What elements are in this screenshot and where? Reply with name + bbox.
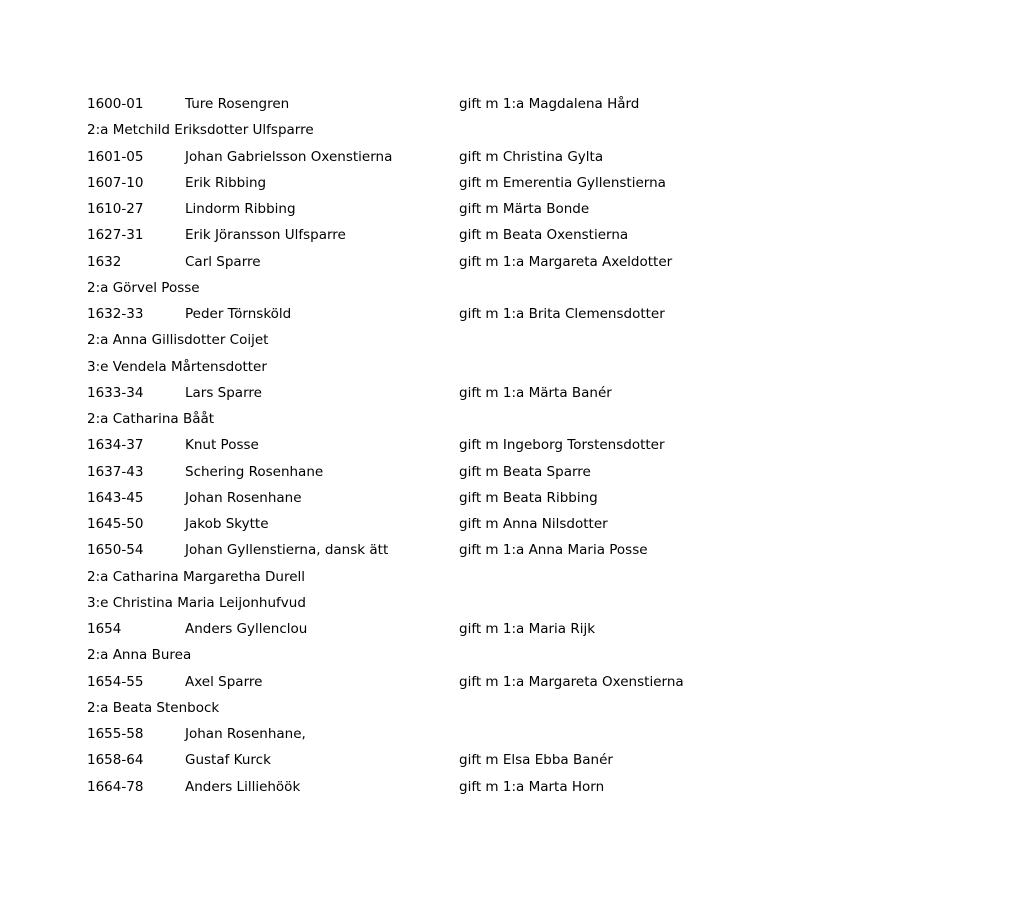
entry-years: 1632-33: [87, 306, 144, 322]
entry-marriage: gift m Märta Bonde: [459, 201, 590, 217]
entry-row: [87, 721, 967, 747]
entry-row: [87, 616, 967, 642]
entry-row: [87, 747, 967, 773]
entry-row: [87, 459, 967, 485]
entry-marriage: gift m 1:a Märta Banér: [459, 384, 612, 401]
continuation-row: [87, 354, 967, 380]
entry-name: Jakob Skytte: [185, 516, 269, 532]
entry-marriage: gift m 1:a Marta Horn: [459, 778, 605, 795]
entry-name: Johan Rosenhane,: [185, 726, 306, 742]
entry-name: Schering Rosenhane: [185, 463, 324, 480]
entry-marriage: gift m 1:a Maria Rijk: [459, 621, 596, 637]
entry-row: [87, 537, 967, 563]
entry-years: 1658-64: [87, 752, 144, 769]
entry-marriage: gift m Beata Ribbing: [459, 489, 598, 506]
entry-row: [87, 196, 967, 222]
entry-row: [87, 249, 967, 275]
entry-name: Johan Gyllenstierna, dansk ätt: [185, 542, 389, 559]
continuation-text: 2:a Catharina Margaretha Durell: [87, 568, 306, 585]
entry-marriage: gift m 1:a Margareta Axeldotter: [459, 253, 673, 270]
entry-years: 1654-55: [87, 673, 144, 690]
entry-marriage: gift m Ingeborg Torstensdotter: [459, 437, 665, 454]
entry-name: Anders Lilliehöök: [185, 778, 301, 795]
entry-name: Erik Ribbing: [185, 174, 267, 191]
entry-years: 1664-78: [87, 778, 144, 795]
entry-row: [87, 669, 967, 695]
entry-name: Knut Posse: [185, 437, 259, 454]
entry-name: Johan Gabrielsson Oxenstierna: [185, 148, 393, 165]
entry-name: Erik Jöransson Ulfsparre: [185, 227, 346, 244]
entry-row: [87, 485, 967, 511]
entry-row: [87, 222, 967, 248]
entry-marriage: gift m Emerentia Gyllenstierna: [459, 174, 666, 191]
continuation-row: [87, 590, 967, 616]
entry-years: 1633-34: [87, 384, 144, 401]
entry-years: 1607-10: [87, 174, 144, 191]
entry-marriage: gift m 1:a Brita Clemensdotter: [459, 306, 665, 322]
continuation-text: 2:a Beata Stenbock: [87, 699, 220, 716]
entry-years: 1610-27: [87, 201, 144, 217]
continuation-row: [87, 406, 967, 432]
entry-marriage: gift m 1:a Anna Maria Posse: [459, 542, 648, 559]
continuation-text: 3:e Christina Maria Leijonhufvud: [87, 594, 306, 611]
document-body: [87, 91, 967, 800]
entry-years: 1654: [87, 621, 122, 637]
entry-marriage: gift m 1:a Magdalena Hård: [459, 96, 640, 112]
entry-row: [87, 511, 967, 537]
continuation-text: 2:a Görvel Posse: [87, 279, 200, 296]
continuation-text: 2:a Anna Burea: [87, 647, 192, 664]
entry-row: [87, 774, 967, 800]
entry-row: [87, 170, 967, 196]
entry-row: [87, 432, 967, 458]
continuation-text: 2:a Anna Gillisdotter Coijet: [87, 332, 269, 349]
entry-years: 1632: [87, 253, 122, 270]
entry-name: Ture Rosengren: [185, 96, 290, 112]
entry-name: Peder Törnsköld: [185, 306, 292, 322]
continuation-row: [87, 642, 967, 668]
continuation-row: [87, 564, 967, 590]
continuation-row: [87, 695, 967, 721]
entry-marriage: gift m Anna Nilsdotter: [459, 516, 608, 532]
entry-row: [87, 380, 967, 406]
entry-marriage: gift m Christina Gylta: [459, 148, 604, 165]
entry-row: [87, 301, 967, 327]
entry-name: Axel Sparre: [185, 673, 263, 690]
entry-years: 1601-05: [87, 148, 144, 165]
entry-marriage: gift m 1:a Margareta Oxenstierna: [459, 673, 684, 690]
entry-marriage: gift m Elsa Ebba Banér: [459, 752, 613, 769]
continuation-row: [87, 117, 967, 143]
entry-name: Lindorm Ribbing: [185, 201, 296, 217]
continuation-text: 3:e Vendela Mårtensdotter: [87, 358, 267, 375]
entry-years: 1655-58: [87, 726, 144, 742]
entry-marriage: gift m Beata Oxenstierna: [459, 227, 629, 244]
entry-years: 1627-31: [87, 227, 144, 244]
entry-marriage: gift m Beata Sparre: [459, 463, 591, 480]
entry-years: 1600-01: [87, 96, 144, 112]
entry-years: 1643-45: [87, 489, 144, 506]
continuation-row: [87, 327, 967, 353]
entry-years: 1634-37: [87, 437, 144, 454]
continuation-text: 2:a Catharina Bååt: [87, 411, 215, 427]
continuation-text: 2:a Metchild Eriksdotter Ulfsparre: [87, 122, 314, 139]
entry-name: Lars Sparre: [185, 384, 262, 401]
entry-name: Carl Sparre: [185, 253, 261, 270]
entry-name: Johan Rosenhane: [185, 489, 302, 506]
entry-years: 1650-54: [87, 542, 144, 559]
entry-years: 1645-50: [87, 516, 144, 532]
entry-years: 1637-43: [87, 463, 144, 480]
entry-name: Gustaf Kurck: [185, 752, 271, 769]
entry-row: [87, 144, 967, 170]
entry-row: [87, 91, 967, 117]
entry-name: Anders Gyllenclou: [185, 621, 308, 637]
continuation-row: [87, 275, 967, 301]
